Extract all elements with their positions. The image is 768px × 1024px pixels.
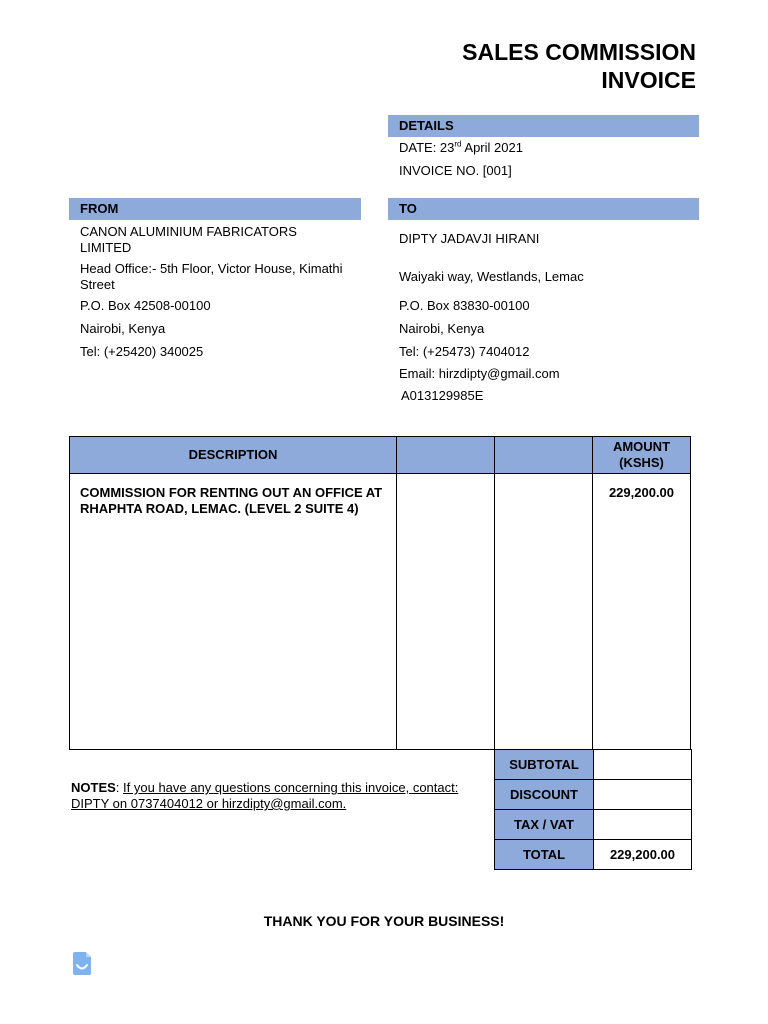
- invoice-number: INVOICE NO. [001]: [399, 163, 512, 178]
- subtotal-row: [495, 750, 692, 780]
- totals-table: [494, 749, 692, 870]
- amount-header: AMOUNT (KSHS): [593, 437, 691, 474]
- from-address: Head Office:- 5th Floor, Victor House, Kimathi Street: [80, 261, 343, 292]
- tax-label: TAX / VAT: [495, 810, 594, 840]
- invoice-title: [462, 38, 696, 94]
- subtotal-value: [594, 750, 692, 780]
- blank-header-1: [397, 437, 495, 474]
- from-tel: Tel: (+25420) 340025: [80, 344, 204, 359]
- thank-you-message: THANK YOU FOR YOUR BUSINESS!: [263, 913, 505, 929]
- table-row: [70, 474, 691, 750]
- to-email: Email: hirzdipty@gmail.com: [399, 366, 560, 381]
- title-line-1: SALES COMMISSION: [462, 39, 696, 65]
- details-header: DETAILS: [388, 115, 699, 137]
- tax-value: [594, 810, 692, 840]
- notes: NOTES: If you have any questions concerning this invoice, contact: DIPTY on 0737404012 or hirzdipty@gmail.com.: [71, 780, 459, 811]
- table-header-row: [70, 437, 691, 474]
- from-company: CANON ALUMINIUM FABRICATORS LIMITED: [80, 224, 297, 255]
- invoice-date: DATE: 23rd April 2021: [399, 139, 523, 155]
- title-line-2: INVOICE: [601, 67, 696, 93]
- notes-label: NOTES: [71, 780, 116, 795]
- blank-cell-1: [397, 474, 495, 750]
- tax-row: [495, 810, 692, 840]
- blank-cell-2: [495, 474, 593, 750]
- to-name: DIPTY JADAVJI HIRANI: [399, 231, 540, 246]
- invoice-items-table: [69, 436, 691, 750]
- blank-header-2: [495, 437, 593, 474]
- document-logo-icon: [72, 951, 92, 976]
- total-value: 229,200.00: [594, 840, 692, 870]
- to-tel: Tel: (+25473) 7404012: [399, 344, 530, 359]
- discount-label: DISCOUNT: [495, 780, 594, 810]
- discount-row: [495, 780, 692, 810]
- from-header: FROM: [69, 198, 361, 220]
- total-row: [495, 840, 692, 870]
- from-po-box: P.O. Box 42508-00100: [80, 298, 211, 313]
- to-city: Nairobi, Kenya: [399, 321, 485, 336]
- to-pin: A013129985E: [401, 388, 484, 403]
- notes-text: If you have any questions concerning this invoice, contact: DIPTY on 0737404012 or hirzdipty@gmail.com.: [71, 780, 459, 811]
- total-label: TOTAL: [495, 840, 594, 870]
- discount-value: [594, 780, 692, 810]
- to-header: TO: [388, 198, 699, 220]
- to-po-box: P.O. Box 83830-00100: [399, 298, 530, 313]
- to-address: Waiyaki way, Westlands, Lemac: [399, 269, 584, 284]
- subtotal-label: SUBTOTAL: [495, 750, 594, 780]
- item-description: COMMISSION FOR RENTING OUT AN OFFICE AT RHAPHTA ROAD, LEMAC. (LEVEL 2 SUITE 4): [70, 474, 397, 750]
- item-amount: 229,200.00: [593, 474, 691, 750]
- from-city: Nairobi, Kenya: [80, 321, 166, 336]
- description-header: DESCRIPTION: [70, 437, 397, 474]
